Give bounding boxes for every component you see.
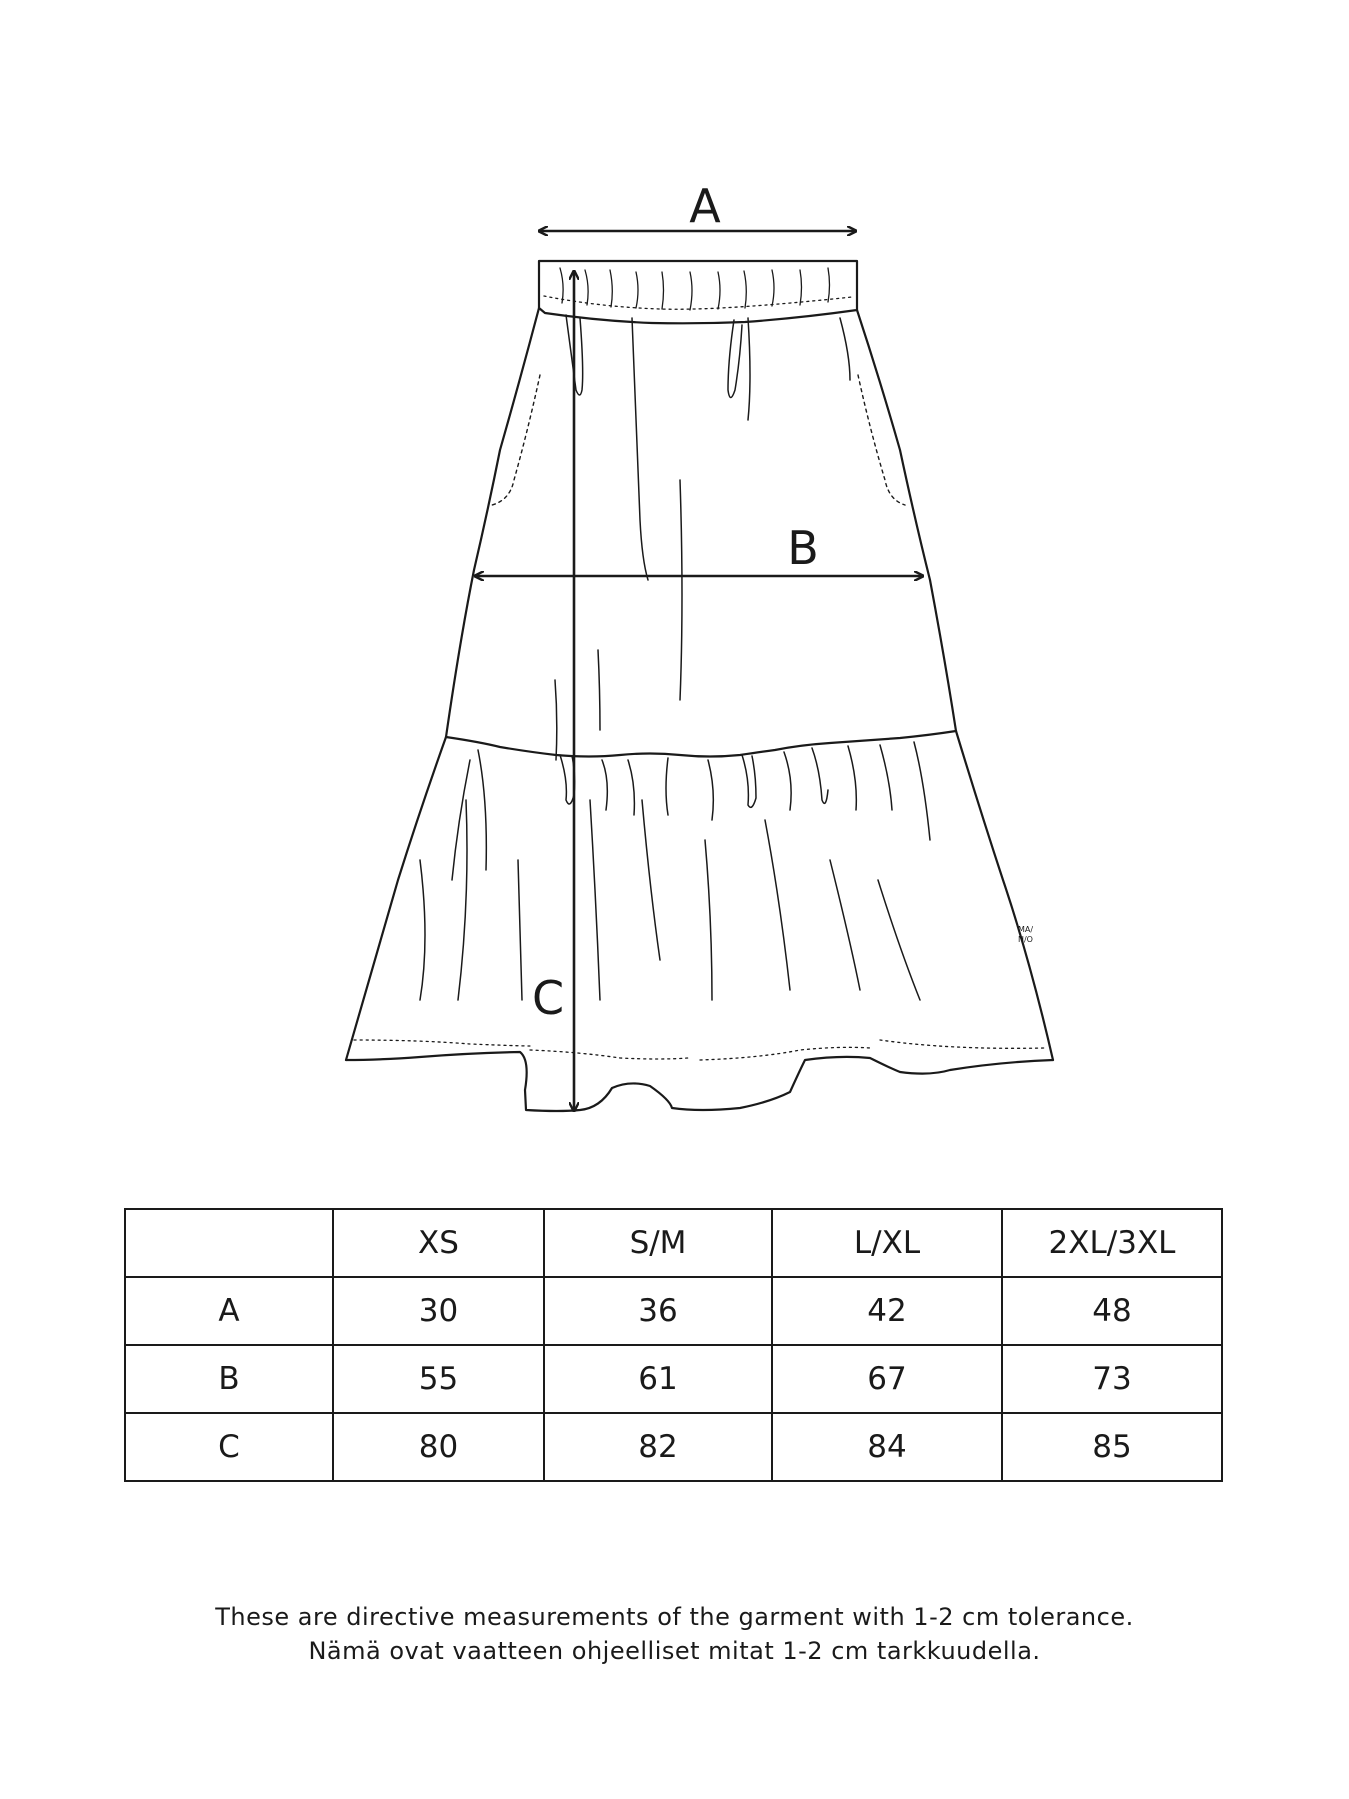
lower-tier-sides xyxy=(346,731,1053,1060)
table-header-row xyxy=(125,1209,1222,1277)
brand-mark-line2: N/O xyxy=(1018,935,1033,944)
row-label: C xyxy=(125,1413,333,1481)
lower-gathers xyxy=(420,742,930,1000)
table-cell: 84 xyxy=(772,1413,1002,1481)
table-cell: 73 xyxy=(1002,1345,1222,1413)
table-cell: 48 xyxy=(1002,1277,1222,1345)
waistband xyxy=(539,261,857,323)
table-header-cell: L/XL xyxy=(772,1209,1002,1277)
table-cell: 55 xyxy=(333,1345,544,1413)
table-row xyxy=(125,1277,1222,1345)
table-header-cell: S/M xyxy=(544,1209,772,1277)
table-cell: 80 xyxy=(333,1413,544,1481)
table-header-cell: XS xyxy=(333,1209,544,1277)
table-cell: 36 xyxy=(544,1277,772,1345)
measure-label-c: C xyxy=(531,971,565,1025)
table-row xyxy=(125,1413,1222,1481)
lower-tier-hem xyxy=(346,1052,1053,1111)
hem-stitching xyxy=(354,1040,1045,1060)
table-cell: 82 xyxy=(544,1413,772,1481)
table-cell: 30 xyxy=(333,1277,544,1345)
table-header-corner xyxy=(125,1209,333,1277)
table-cell: 67 xyxy=(772,1345,1002,1413)
table-header-cell: 2XL/3XL xyxy=(1002,1209,1222,1277)
row-label: B xyxy=(125,1345,333,1413)
table-cell: 42 xyxy=(772,1277,1002,1345)
upper-tier xyxy=(446,308,956,737)
tolerance-note-english: These are directive measurements of the garment with 1-2 cm tolerance. xyxy=(215,1603,1134,1631)
measure-label-a: A xyxy=(689,179,721,233)
tier-seam xyxy=(446,731,956,757)
waistband-stitching xyxy=(544,296,852,309)
measure-label-b: B xyxy=(787,521,819,575)
size-table xyxy=(124,1208,1223,1482)
table-row xyxy=(125,1345,1222,1413)
table-cell: 61 xyxy=(544,1345,772,1413)
table-cell: 85 xyxy=(1002,1413,1222,1481)
brand-mark: MA/ xyxy=(1018,925,1034,934)
row-label: A xyxy=(125,1277,333,1345)
tolerance-note-finnish: Nämä ovat vaatteen ohjeelliset mitat 1-2 cm tarkkuudella. xyxy=(308,1637,1041,1665)
skirt-outline xyxy=(346,261,1053,1111)
